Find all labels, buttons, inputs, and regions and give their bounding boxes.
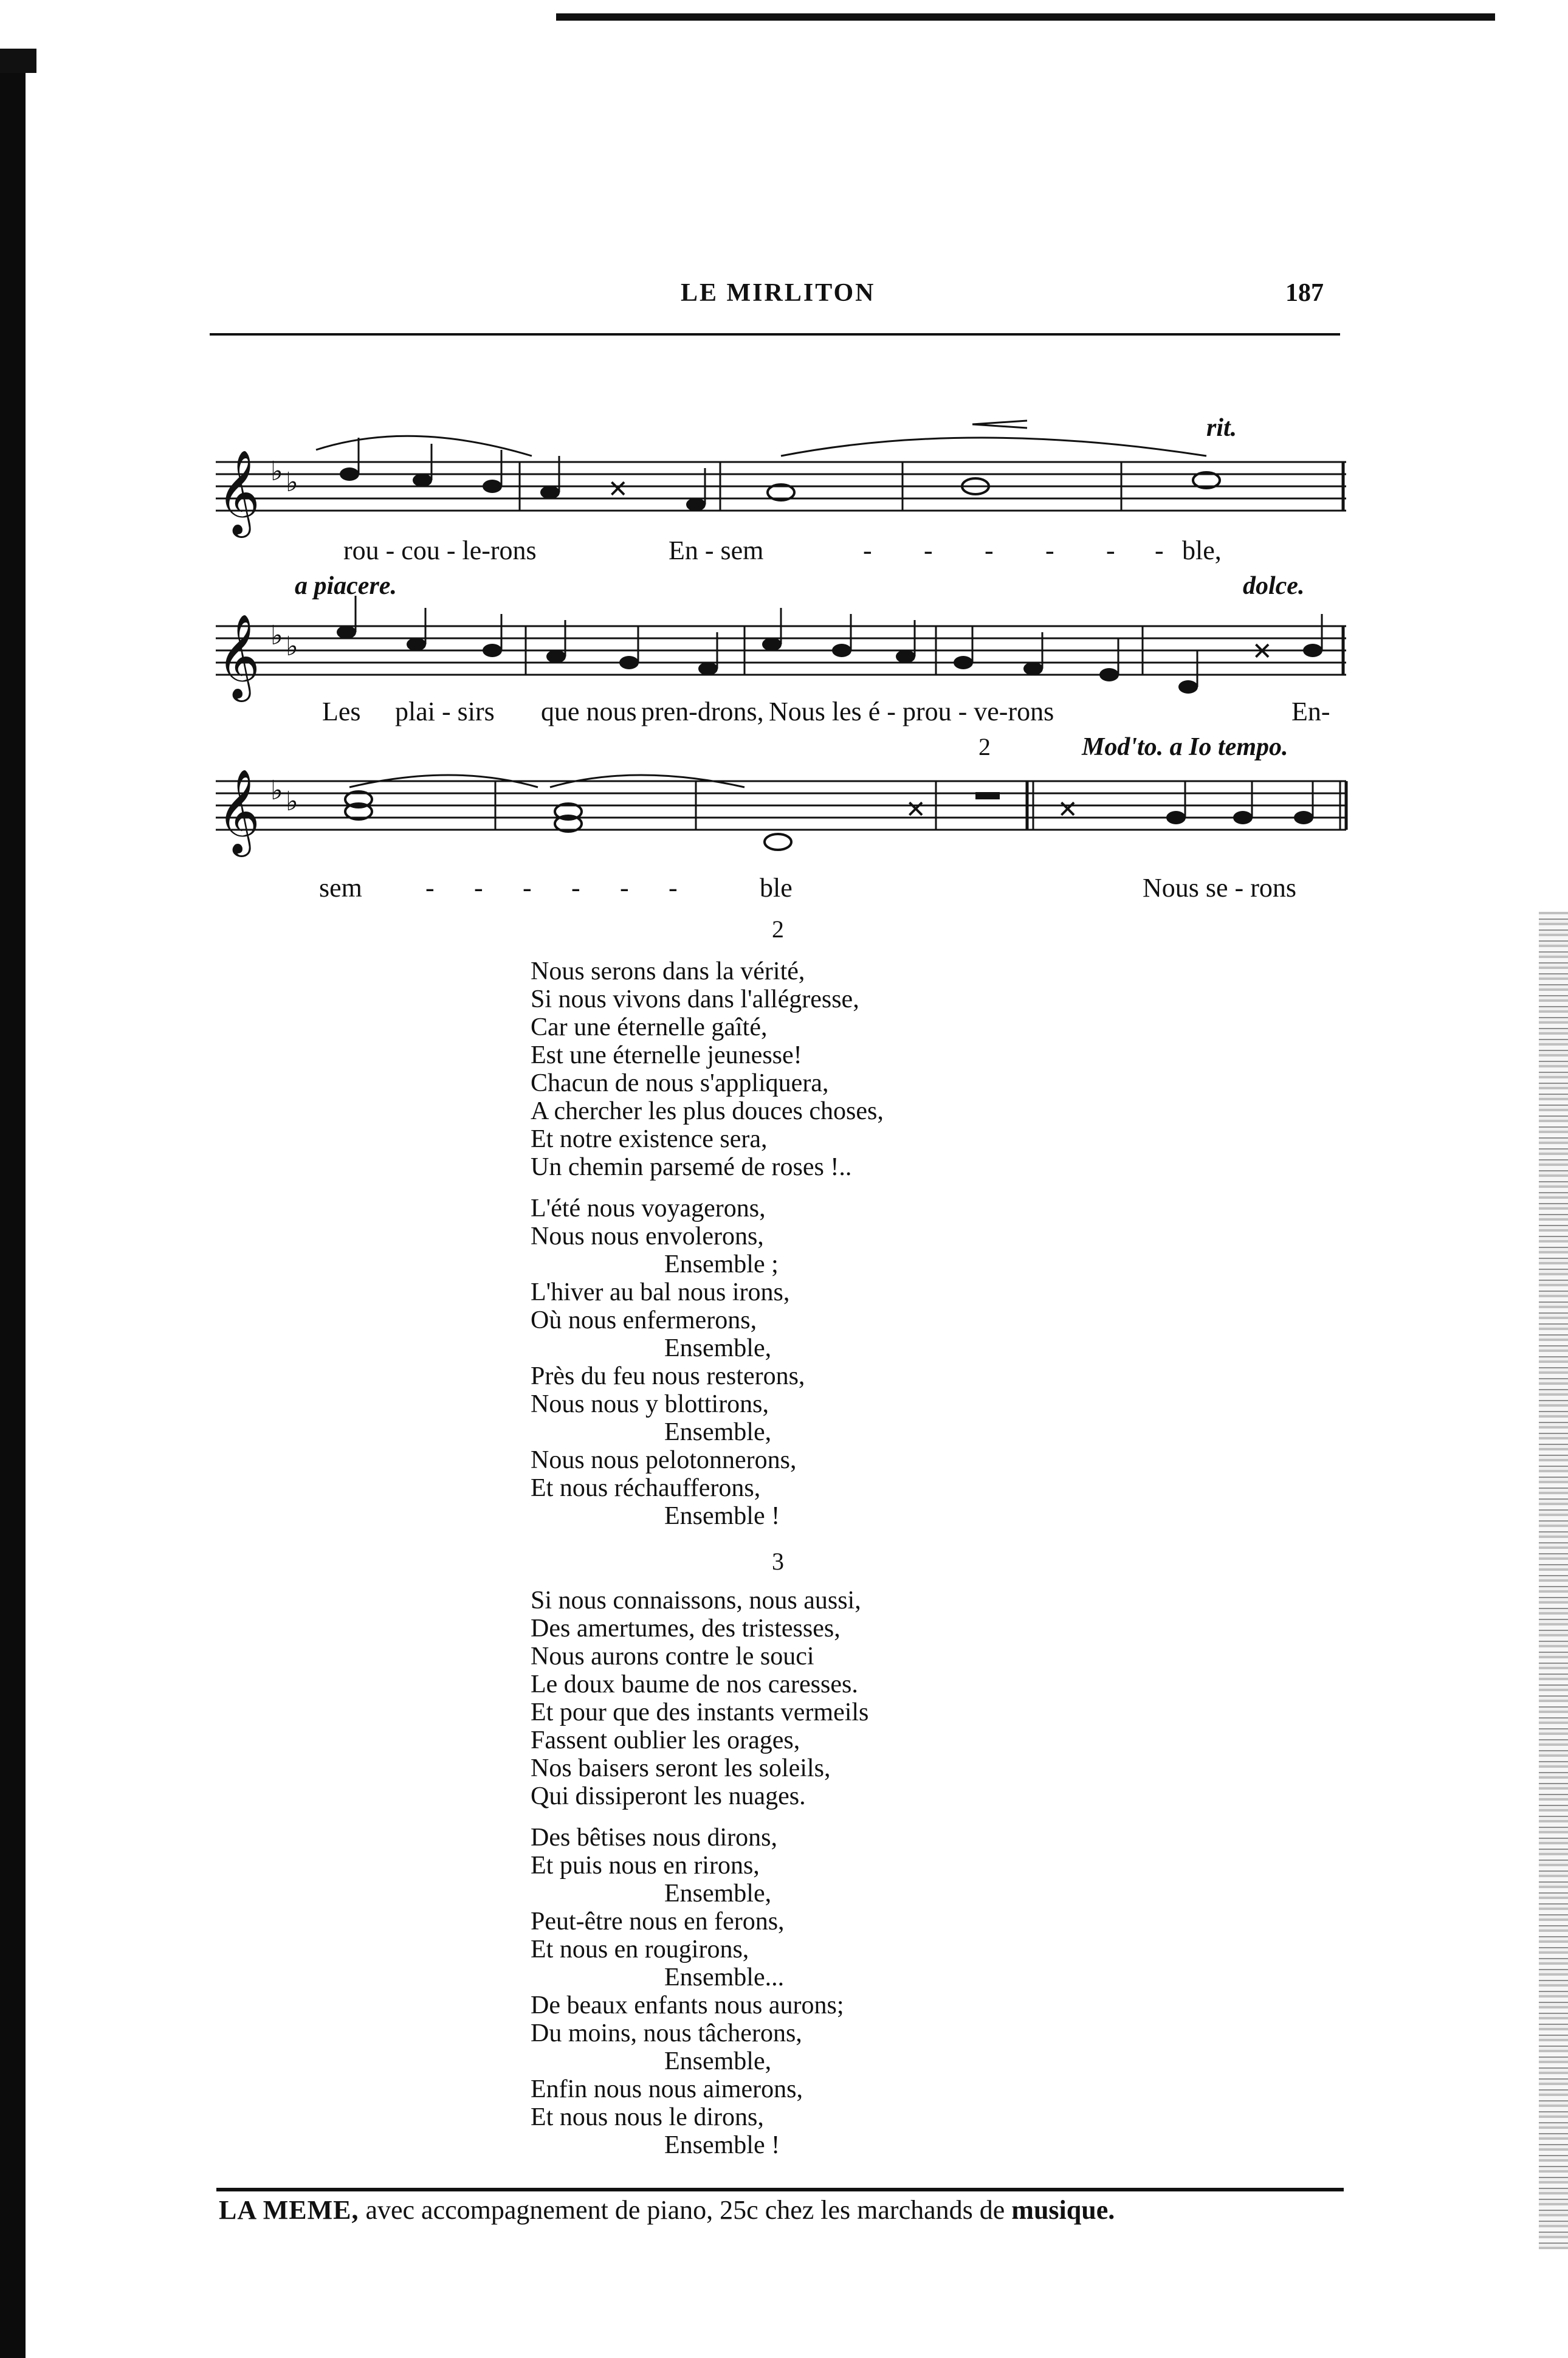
lyric-3-7: -: [669, 873, 678, 903]
verse-line: Près du feu nous resterons,: [531, 1362, 805, 1390]
stanza-2: [531, 957, 884, 1530]
verse-refrain: Ensemble ;: [664, 1250, 779, 1278]
verse-refrain: Ensemble...: [664, 1963, 785, 1991]
verse-line: Nous serons dans la vérité,: [531, 957, 805, 985]
svg-text:✕: ✕: [906, 796, 926, 823]
lyric-1-6: -: [1045, 536, 1054, 565]
lyric-3-5: -: [571, 873, 580, 903]
footer-tail: musique.: [1011, 2195, 1115, 2225]
verse-line: Et pour que des instants vermeils: [531, 1698, 869, 1726]
lyric-1-5: -: [985, 536, 994, 565]
verse-line: L'été nous voyagerons,: [531, 1195, 766, 1222]
lyric-3-2: -: [425, 873, 435, 903]
verse-line: Nous aurons contre le souci: [531, 1643, 814, 1670]
footer-middle: avec accompagnement de piano, 25c chez les marchands de: [359, 2195, 1012, 2225]
verse-line: Le doux baume de nos caresses.: [531, 1670, 858, 1698]
svg-text:✕: ✕: [608, 475, 628, 503]
lyric-3-4: -: [523, 873, 532, 903]
verse-line: Est une éternelle jeunesse!: [531, 1041, 802, 1069]
lyric-1-9: ble,: [1182, 536, 1222, 565]
header-rule: [210, 333, 1340, 336]
running-header: [207, 278, 1337, 321]
verse-line: Fassent oublier les orages,: [531, 1726, 800, 1754]
mark-dolce: dolce.: [1243, 572, 1305, 600]
verse-line: Un chemin parsemé de roses !..: [531, 1153, 852, 1181]
verse-line: Du moins, nous tâcherons,: [531, 2019, 802, 2047]
svg-text:✕: ✕: [1057, 796, 1078, 823]
stanza-2-number: 2: [772, 915, 784, 943]
scan-left-border-top: [0, 49, 36, 73]
lyric-1-8: -: [1155, 536, 1164, 565]
lyric-2-4: pren-drons,: [641, 697, 764, 726]
svg-text:♭: ♭: [286, 632, 298, 661]
verse-line: Nos baisers seront les soleils,: [531, 1754, 831, 1782]
verse-line: Car une éternelle gaîté,: [531, 1013, 768, 1041]
lyric-1-4: -: [924, 536, 933, 565]
verse-line: Qui dissiperont les nuages.: [531, 1782, 806, 1810]
verse-refrain: Ensemble !: [664, 2131, 780, 2159]
scan-left-border: [0, 58, 26, 2358]
verse-line: Des bêtises nous dirons,: [531, 1824, 777, 1852]
verse-line: Peut-être nous en ferons,: [531, 1908, 785, 1936]
mark-a-piacere: a piacere.: [295, 572, 397, 600]
lyric-2-1: Les: [322, 697, 361, 726]
verse-line: Chacun de nous s'appliquera,: [531, 1069, 829, 1097]
lyric-2-5: Nous les é - prou - ve-rons: [769, 697, 1054, 726]
mark-moderato: Mod'to. a Io tempo.: [1082, 733, 1288, 761]
lyric-1-3: -: [863, 536, 872, 565]
svg-text:𝄞: 𝄞: [217, 771, 260, 852]
stanza-2-block-1: [531, 957, 884, 1181]
verse-line: Et notre existence sera,: [531, 1125, 768, 1153]
verse-refrain: Ensemble !: [664, 1502, 780, 1530]
stanza-3: [531, 1587, 868, 2159]
lyric-3-9: Nous se - rons: [1143, 873, 1296, 903]
verse-refrain: Ensemble,: [664, 1418, 772, 1446]
lyric-3-6: -: [620, 873, 629, 903]
footer-lead: LA MEME,: [219, 2195, 359, 2225]
top-rule: [556, 13, 1495, 21]
footer-rule: [216, 2188, 1344, 2191]
svg-text:✕: ✕: [1252, 638, 1273, 665]
verse-refrain: Ensemble,: [664, 1334, 772, 1362]
verse-line: Nous nous y blottirons,: [531, 1390, 769, 1418]
stanza-3-block-1: [531, 1587, 868, 1810]
svg-text:𝄞: 𝄞: [217, 452, 260, 533]
verse-line: A chercher les plus douces choses,: [531, 1097, 884, 1125]
verse-line: Enfin nous nous aimerons,: [531, 2075, 803, 2103]
svg-text:♭: ♭: [286, 787, 298, 816]
svg-text:♭: ♭: [270, 776, 283, 805]
lyric-3-3: -: [474, 873, 483, 903]
staff-3-notation: [210, 763, 1352, 884]
svg-text:♭: ♭: [286, 467, 298, 497]
staff-1-notation: [210, 413, 1352, 596]
verse-line: De beaux enfants nous aurons;: [531, 1991, 844, 2019]
verse-line: Et nous nous le dirons,: [531, 2103, 764, 2131]
lyric-2-3: que nous: [541, 697, 637, 726]
stanza-3-number: 3: [772, 1548, 784, 1575]
lyric-1-7: -: [1106, 536, 1115, 565]
svg-text:♭: ♭: [270, 457, 283, 486]
mark-rit: rit.: [1206, 414, 1237, 442]
scan-right-edge: [1539, 912, 1568, 2249]
header-title: LE MIRLITON: [681, 279, 876, 307]
verse-line: Et nous réchaufferons,: [531, 1474, 761, 1502]
lyric-2-2: plai - sirs: [395, 697, 495, 726]
lyric-2-6: En-: [1291, 697, 1330, 726]
verse-line: Nous nous envolerons,: [531, 1222, 764, 1250]
rest-count-2: 2: [978, 733, 991, 760]
verse-line: Nous nous pelotonnerons,: [531, 1446, 797, 1474]
footer-notice: [219, 2194, 1115, 2225]
page-number: 187: [1285, 279, 1324, 307]
verse-refrain: Ensemble,: [664, 1880, 772, 1908]
verse-line: Et puis nous en rirons,: [531, 1852, 760, 1880]
stanza-2-block-2: [531, 1195, 884, 1530]
lyric-1-1: rou - cou - le-rons: [343, 536, 537, 565]
svg-text:♭: ♭: [270, 621, 283, 650]
lyric-3-8: ble: [760, 873, 793, 903]
verse-refrain: Ensemble,: [664, 2047, 772, 2075]
svg-text:𝄞: 𝄞: [217, 616, 260, 697]
verse-line: L'hiver au bal nous irons,: [531, 1278, 790, 1306]
verse-line: Où nous enfermerons,: [531, 1306, 757, 1334]
verse-line: Et nous en rougirons,: [531, 1936, 749, 1963]
lyric-1-2: En - sem: [669, 536, 764, 565]
verse-line: Des amertumes, des tristesses,: [531, 1615, 841, 1643]
stanza-3-block-2: [531, 1824, 868, 2159]
verse-line: Si nous connaissons, nous aussi,: [531, 1587, 861, 1615]
verse-line: Si nous vivons dans l'allégresse,: [531, 985, 859, 1013]
lyric-3-1: sem: [319, 873, 362, 903]
